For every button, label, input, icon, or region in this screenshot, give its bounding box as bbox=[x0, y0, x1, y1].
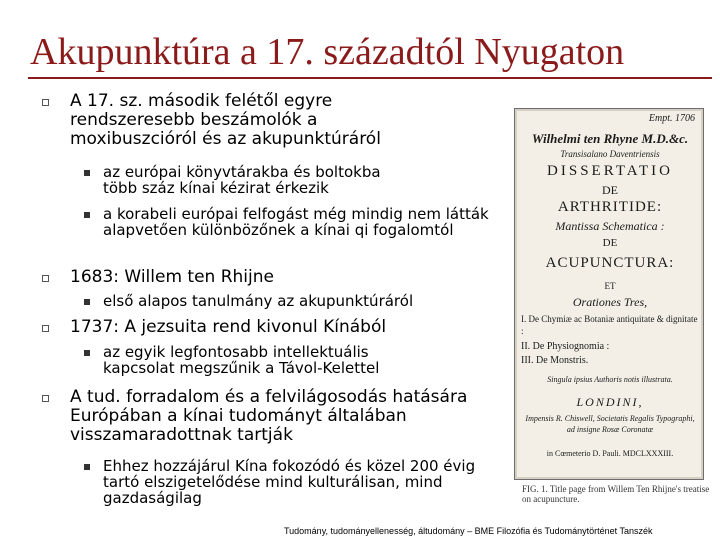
title-page-image bbox=[514, 108, 704, 480]
level1-bullet-icon bbox=[42, 325, 49, 332]
figure-line: Mantissa Schematica : bbox=[555, 219, 665, 233]
sub-bullet-text: az egyik legfontosabb intellektuális kapcsolat megszűnik a Távol-Kelettel bbox=[103, 343, 380, 377]
figure-line: ET bbox=[604, 281, 616, 291]
sub-bullet-text: első alapos tanulmány az akupunktúráról bbox=[103, 292, 414, 310]
level2-bullet-icon bbox=[84, 464, 90, 470]
level2-bullet-icon bbox=[84, 170, 90, 176]
level2-bullet-icon bbox=[84, 212, 90, 218]
figure-line: Singula ipsius Authoris notis illustrata. bbox=[547, 375, 673, 384]
figure-line: Empt. 1706 bbox=[648, 113, 695, 124]
level2-bullet-icon bbox=[84, 299, 90, 305]
figure-line: II. De Physiognomia : bbox=[521, 341, 610, 352]
figure-line: Impensis R. Chiswell, Societatis Regalis Typographi, ad insigne Rosæ Coronatæ bbox=[525, 414, 695, 434]
figure-line: LONDINI, bbox=[576, 395, 644, 409]
figure-line: DISSERTATIO bbox=[547, 163, 673, 179]
sub-bullet-text: a korabeli európai felfogást még mindig nem látták alapvetően különbözőnek a kínai qi fogalomtól bbox=[103, 205, 489, 239]
level1-bullet-icon bbox=[42, 275, 49, 282]
bullet-text: 1683: Willem ten Rhijne bbox=[70, 267, 274, 287]
level1-bullet-icon bbox=[42, 99, 49, 106]
figure-line: DE bbox=[602, 237, 618, 249]
level2-bullet-icon bbox=[84, 350, 90, 356]
figure-line: III. De Monstris. bbox=[521, 355, 589, 366]
figure-line: Transisalano Daventriensis bbox=[560, 149, 660, 159]
figure-line: DE bbox=[602, 183, 618, 197]
figure-line: I. De Chymiæ ac Botaniæ antiquitate & dignitate : bbox=[521, 314, 698, 336]
bullet-text: 1737: A jezsuita rend kivonul Kínából bbox=[70, 317, 387, 337]
bullet-text: A tud. forradalom és a felvilágosodás hatására Európában a kínai tudományt általában visszamaradottnak tartják bbox=[70, 387, 468, 445]
sub-bullet-text: az európai könyvtárakba és boltokba több száz kínai kézirat érkezik bbox=[103, 163, 381, 197]
slide-footer: Tudomány, tudományellenesség, áltudomány – BME Filozófia és Tudománytörténet Tanszék bbox=[284, 526, 653, 536]
figure-caption: FIG. 1. Title page from Willem Ten Rhijne's treatise on acupuncture. bbox=[522, 484, 710, 504]
figure-line: Wilhelmi ten Rhyne M.D.&c. bbox=[531, 131, 689, 146]
figure-line: ACUPUNCTURA: bbox=[545, 255, 675, 271]
slide-title: Akupunktúra a 17. századtól Nyugaton bbox=[30, 31, 625, 73]
figure-line: Orationes Tres, bbox=[572, 295, 648, 309]
figure-line: ARTHRITIDE: bbox=[557, 199, 663, 215]
bullet-text: A 17. sz. második felétől egyre rendszeresebb beszámolók a moxibuszcióról és az akupunktúráról bbox=[70, 91, 381, 149]
level1-bullet-icon bbox=[42, 395, 49, 402]
sub-bullet-text: Ehhez hozzájárul Kína fokozódó és közel 200 évig tartó elszigetelődése mind kulturálisan, mind gazdaságilag bbox=[103, 457, 476, 507]
figure-line: in Cœmeterio D. Pauli. MDCLXXXIII. bbox=[546, 449, 674, 458]
